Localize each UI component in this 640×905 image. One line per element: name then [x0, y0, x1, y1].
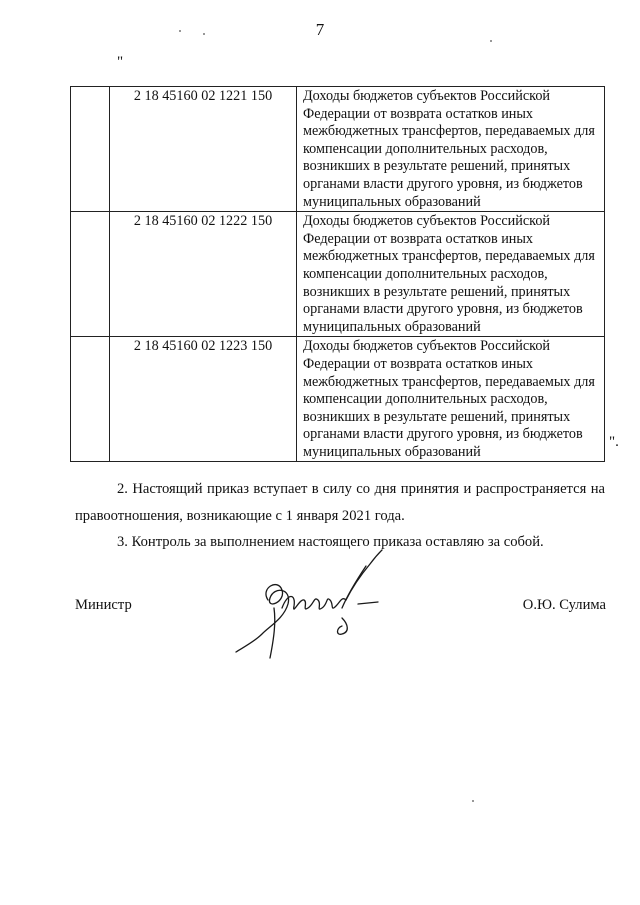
opening-quote-mark: " [117, 54, 124, 70]
signatory-name: О.Ю. Сулима [522, 597, 606, 613]
row-number-cell [71, 87, 110, 212]
budget-code-cell: 2 18 45160 02 1223 150 [110, 337, 297, 462]
table-row [71, 212, 605, 337]
paragraph-control: 3. Контроль за выполнением настоящего приказа оставляю за собой. [117, 534, 544, 550]
row-number-cell [71, 337, 110, 462]
budget-codes-table [70, 86, 605, 462]
scan-speck [472, 800, 474, 802]
table-row [71, 87, 605, 212]
budget-code-cell: 2 18 45160 02 1222 150 [110, 212, 297, 337]
scan-speck [203, 33, 205, 35]
description-cell: Доходы бюджетов субъектов Российской Федерации от возврата остатков иных межбюджетных трансфертов, передаваемых для компенсации дополнительных расходов, возникших в результате решений, принятых органами власти другого уровня, из бюджетов муниципальных образований [297, 212, 605, 337]
handwritten-signature [230, 548, 400, 660]
closing-quote-mark: ". [609, 434, 619, 450]
signatory-title: Министр [75, 597, 132, 613]
scan-speck [179, 30, 181, 32]
table-row [71, 337, 605, 462]
description-cell: Доходы бюджетов субъектов Российской Федерации от возврата остатков иных межбюджетных трансфертов, передаваемых для компенсации дополнительных расходов, возникших в результате решений, принятых органами власти другого уровня, из бюджетов муниципальных образований [297, 87, 605, 212]
budget-code-cell: 2 18 45160 02 1221 150 [110, 87, 297, 212]
scan-speck [490, 40, 492, 42]
paragraph-effective-date: 2. Настоящий приказ вступает в силу со дня принятия и распространяется на правоотношения, возникающие с 1 января 2021 года. [75, 481, 605, 524]
page-number: 7 [315, 20, 325, 39]
row-number-cell [71, 212, 110, 337]
description-cell: Доходы бюджетов субъектов Российской Федерации от возврата остатков иных межбюджетных трансфертов, передаваемых для компенсации дополнительных расходов, возникших в результате решений, принятых органами власти другого уровня, из бюджетов муниципальных образований [297, 337, 605, 462]
